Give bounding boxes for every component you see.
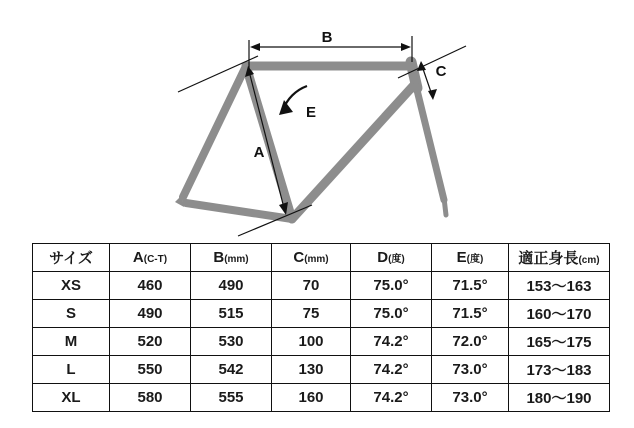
cell-e: 71.5°: [432, 272, 509, 300]
label-C: C: [435, 63, 447, 80]
cell-c: 70: [272, 272, 351, 300]
cell-c: 100: [272, 328, 351, 356]
cell-e: 72.0°: [432, 328, 509, 356]
header-size: [33, 244, 110, 272]
header-a-unit: (C-T): [143, 254, 168, 265]
table-header-row: [33, 244, 610, 272]
cell-c: 75: [272, 300, 351, 328]
header-c-main: C: [293, 249, 305, 266]
label-A: A: [253, 144, 265, 161]
cell-b: 490: [191, 272, 272, 300]
cell-height: 165〜175: [509, 328, 610, 356]
b-arrow-right: [401, 43, 411, 51]
header-a: [110, 244, 191, 272]
header-b-unit: (mm): [224, 254, 249, 265]
cell-size: M: [33, 328, 110, 356]
table-row: [33, 384, 610, 412]
header-b-main: B: [213, 249, 225, 266]
cell-b: 530: [191, 328, 272, 356]
cell-c: 130: [272, 356, 351, 384]
fork-dropout: [444, 198, 446, 215]
cell-b: 515: [191, 300, 272, 328]
header-d: [351, 244, 432, 272]
cell-d: 75.0°: [351, 272, 432, 300]
header-size-main: サイズ: [49, 250, 93, 267]
table-row: [33, 300, 610, 328]
cell-a: 460: [110, 272, 191, 300]
header-height-main: 適正身長: [518, 250, 579, 267]
header-height: [509, 244, 610, 272]
cell-a: 550: [110, 356, 191, 384]
cell-height: 180〜190: [509, 384, 610, 412]
header-c-unit: (mm): [304, 254, 329, 265]
cell-height: 173〜183: [509, 356, 610, 384]
header-a-main: A: [132, 249, 144, 266]
cell-c: 160: [272, 384, 351, 412]
cell-size: L: [33, 356, 110, 384]
header-e-main: E: [456, 249, 467, 266]
b-arrow-left: [250, 43, 260, 51]
cell-size: S: [33, 300, 110, 328]
cell-e: 73.0°: [432, 384, 509, 412]
table-row: [33, 356, 610, 384]
cell-height: 160〜170: [509, 300, 610, 328]
label-E: E: [305, 104, 317, 121]
cell-size: XL: [33, 384, 110, 412]
geometry-table: [32, 243, 610, 412]
cell-size: XS: [33, 272, 110, 300]
table-row: [33, 272, 610, 300]
cell-b: 542: [191, 356, 272, 384]
c-arrow-bottom: [428, 89, 437, 100]
cell-a: 520: [110, 328, 191, 356]
cell-d: 74.2°: [351, 328, 432, 356]
cell-a: 490: [110, 300, 191, 328]
cell-a: 580: [110, 384, 191, 412]
seat-tube: [246, 66, 292, 219]
frame-tubes: [175, 62, 446, 219]
chain-stay: [186, 203, 292, 219]
cell-d: 74.2°: [351, 384, 432, 412]
header-b: [191, 244, 272, 272]
header-height-unit: (cm): [578, 255, 600, 266]
fork: [416, 86, 444, 200]
cell-b: 555: [191, 384, 272, 412]
a-dimension-line: [249, 71, 284, 208]
label-B: B: [321, 29, 333, 46]
cell-height: 153〜163: [509, 272, 610, 300]
cell-d: 75.0°: [351, 300, 432, 328]
header-c: [272, 244, 351, 272]
cell-e: 71.5°: [432, 300, 509, 328]
header-d-unit: (度): [388, 254, 405, 265]
cell-e: 73.0°: [432, 356, 509, 384]
header-e: [432, 244, 509, 272]
cell-d: 74.2°: [351, 356, 432, 384]
header-d-main: D: [377, 249, 389, 266]
header-e-unit: (度): [466, 254, 484, 265]
table-row: [33, 328, 610, 356]
